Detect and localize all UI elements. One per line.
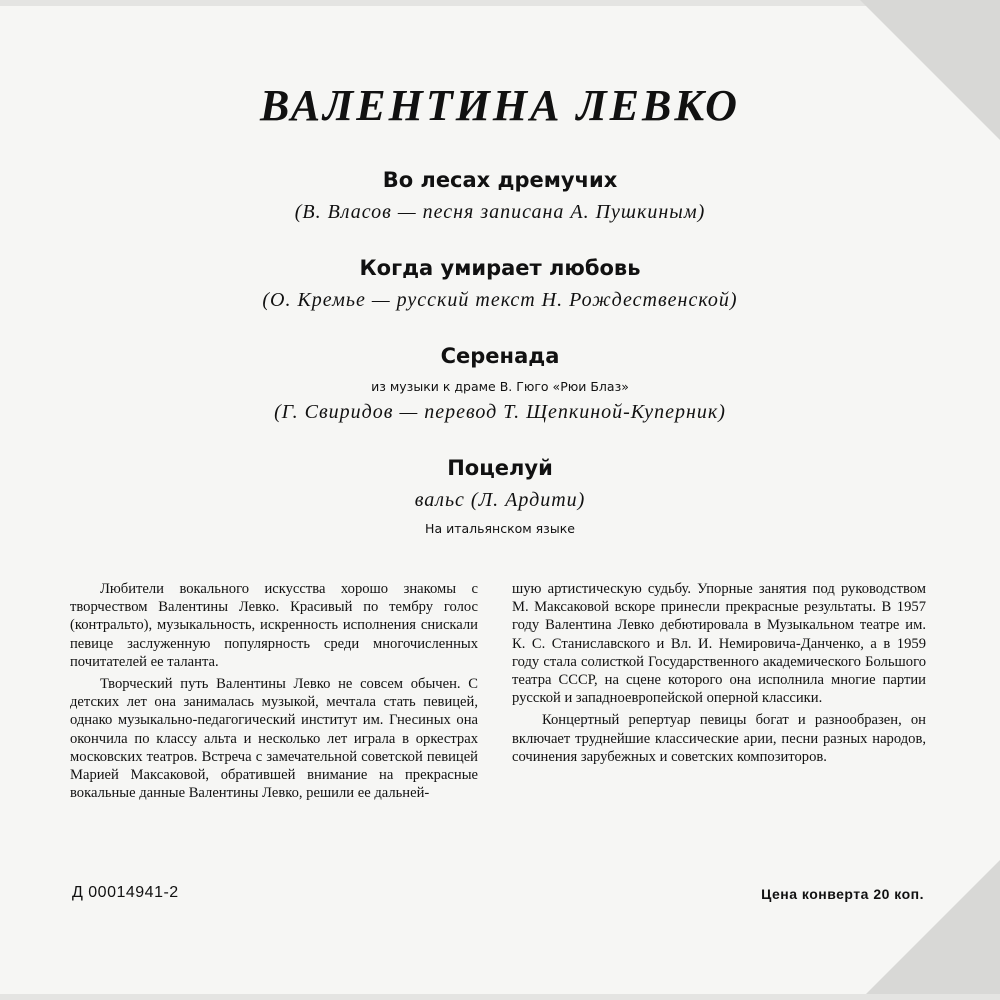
bio-paragraph: шую артистическую судьбу. Упорные занятия под руководством М. Максаковой вскоре принесли прекрасные результаты. В 1957 году Валентина Левко дебютировала в Музыкальном театре им. К. С. Станиславского и Вл. И. Немировича-Данченко, а в 1959 году стала солисткой Государственного академического Большого театра СССР, на сцене которого она исполнила многие партии русской и западноевропейской оперной классики.: [512, 581, 926, 707]
bio-column-left: [70, 580, 478, 806]
track-3-subtitle: из музыки к драме В. Гюго «Рюи Блаз»: [371, 379, 629, 394]
bio-paragraph: Любители вокального искусства хорошо знакомы с творчеством Валентины Левко. Красивый по тембру голос (контральто), музыкальность, искренность исполнения снискали певице заслуженную популярность среди многочисленных почитателей ее таланта.: [70, 581, 478, 670]
sleeve-edge-top: [0, 0, 1000, 6]
track-4-note: На итальянском языке: [425, 521, 575, 536]
track-2-title: Когда умирает любовь: [359, 256, 641, 280]
catalog-number: Д 00014941-2: [72, 884, 179, 901]
track-3-credit: (Г. Свиридов — перевод Т. Щепкиной-Куперник): [274, 401, 726, 423]
sleeve-edge-bottom: [0, 994, 1000, 1000]
track-2-credit: (О. Кремье — русский текст Н. Рождественской): [262, 289, 738, 311]
track-4-title: Поцелуй: [447, 456, 553, 480]
track-3-title: Серенада: [440, 344, 560, 368]
envelope-flap-bottom-right: [860, 860, 1000, 1000]
track-4-credit: вальс (Л. Ардити): [414, 489, 586, 511]
track-1-title: Во лесах дремучих: [382, 168, 618, 192]
price-label: Цена конверта 20 коп.: [761, 886, 924, 902]
bio-paragraph: Творческий путь Валентины Левко не совсем обычен. С детских лет она занималась музыкой, мечтала стать певицей, однако музыкально-педагогический институт им. Гнесиных она окончила по классу альта и несколько лет играла в оркестрах московских театров. Встреча с замечательной советской певицей Марией Максаковой, обратившей внимание на прекрасные вокальные данные Валентины Левко, решили ее дальней-: [70, 676, 478, 802]
bio-paragraph: Концертный репертуар певицы богат и разнообразен, он включает труднейшие классические арии, песни разных народов, сочинения зарубежных и советских композиторов.: [512, 712, 926, 765]
artist-name: ВАЛЕНТИНА ЛЕВКО: [260, 81, 740, 130]
bio-column-right: [512, 580, 926, 770]
track-1-credit: (В. Власов — песня записана А. Пушкиным): [294, 201, 706, 223]
